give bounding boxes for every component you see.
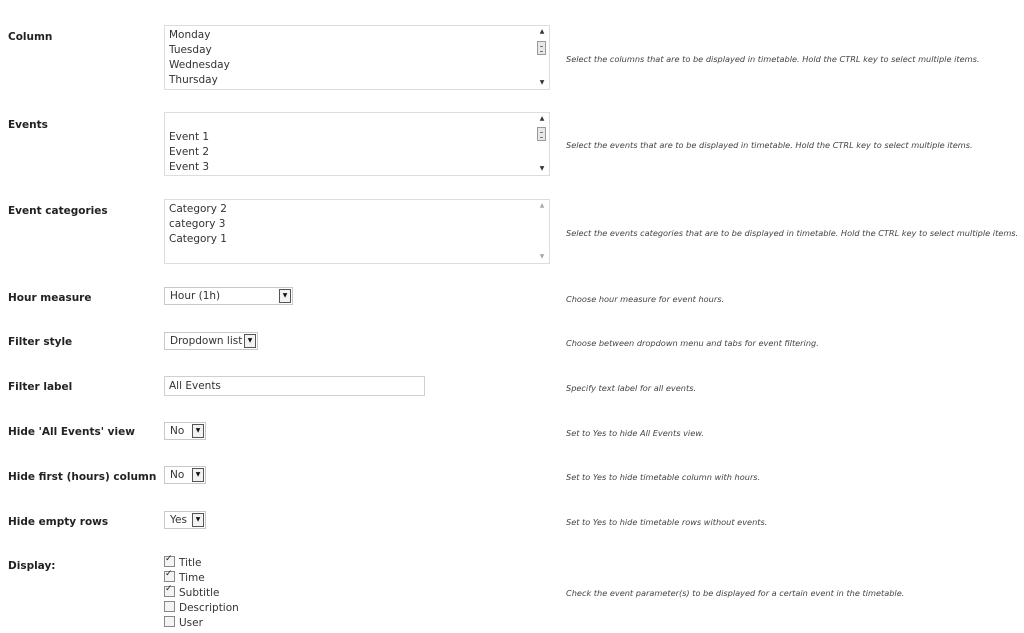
event-categories-scrollbar[interactable] xyxy=(534,200,549,263)
events-scrollbar[interactable] xyxy=(534,113,549,175)
column-option[interactable]: Monday xyxy=(169,29,211,41)
scroll-down-icon[interactable]: ▼ xyxy=(539,165,545,172)
display-option-label: Subtitle xyxy=(179,587,220,599)
checkbox-checked-icon[interactable] xyxy=(164,556,175,567)
events-listbox[interactable] xyxy=(164,112,550,176)
event-categories-description: Select the events categories that are to be displayed in timetable. Hold the CTRL key to select multiple items. xyxy=(566,228,1019,238)
scroll-down-icon[interactable]: ▼ xyxy=(539,253,545,260)
hide-first-column-value: No xyxy=(170,469,185,481)
filter-style-label: Filter style xyxy=(8,336,73,348)
display-option-label: Description xyxy=(179,602,239,614)
chevron-down-icon[interactable]: ▼ xyxy=(279,289,291,303)
filter-label-input[interactable]: All Events xyxy=(164,376,425,396)
events-option[interactable]: Event 1 xyxy=(169,131,210,143)
hide-first-column-select[interactable] xyxy=(164,466,206,484)
scroll-up-icon[interactable]: ▲ xyxy=(539,115,545,122)
event-categories-listbox[interactable] xyxy=(164,199,550,264)
scroll-thumb[interactable] xyxy=(537,41,546,55)
hour-measure-value: Hour (1h) xyxy=(170,290,221,302)
hide-empty-rows-label: Hide empty rows xyxy=(8,516,109,528)
filter-style-select[interactable] xyxy=(164,332,258,350)
hour-measure-label: Hour measure xyxy=(8,292,92,304)
filter-label-label: Filter label xyxy=(8,381,73,393)
column-listbox[interactable] xyxy=(164,25,550,90)
display-option-label: Time xyxy=(179,572,205,584)
event-categories-label: Event categories xyxy=(8,205,108,217)
display-option-label: User xyxy=(179,617,203,629)
display-option-subtitle[interactable] xyxy=(164,586,220,601)
filter-label-description: Specify text label for all events. xyxy=(566,383,697,393)
column-scrollbar[interactable] xyxy=(534,26,549,89)
display-option-user[interactable] xyxy=(164,616,203,631)
chevron-down-icon[interactable]: ▼ xyxy=(192,513,204,527)
column-option[interactable]: Tuesday xyxy=(169,44,212,56)
column-option[interactable]: Thursday xyxy=(169,74,218,86)
checkbox-unchecked-icon[interactable] xyxy=(164,616,175,627)
hide-empty-rows-select[interactable] xyxy=(164,511,206,529)
checkbox-checked-icon[interactable] xyxy=(164,571,175,582)
scroll-up-icon[interactable]: ▲ xyxy=(539,28,545,35)
display-label: Display: xyxy=(8,560,56,572)
chevron-down-icon[interactable]: ▼ xyxy=(192,424,204,438)
display-description: Check the event parameter(s) to be displayed for a certain event in the timetable. xyxy=(566,588,905,598)
events-label: Events xyxy=(8,119,48,131)
category-option[interactable]: Category 2 xyxy=(169,203,227,215)
events-option[interactable]: Event 2 xyxy=(169,146,210,158)
hide-all-events-label: Hide 'All Events' view xyxy=(8,426,135,438)
hour-measure-description: Choose hour measure for event hours. xyxy=(566,294,725,304)
filter-style-value: Dropdown list xyxy=(170,335,243,347)
hide-empty-rows-value: Yes xyxy=(170,514,187,526)
column-option[interactable]: Wednesday xyxy=(169,59,230,71)
scroll-thumb[interactable] xyxy=(537,127,546,141)
hide-all-events-value: No xyxy=(170,425,185,437)
hide-first-column-label: Hide first (hours) column xyxy=(8,471,157,483)
hide-empty-rows-description: Set to Yes to hide timetable rows without events. xyxy=(566,517,768,527)
chevron-down-icon[interactable]: ▼ xyxy=(244,334,256,348)
events-option[interactable]: Event 3 xyxy=(169,161,210,173)
scroll-down-icon[interactable]: ▼ xyxy=(539,79,545,86)
display-option-label: Title xyxy=(179,557,202,569)
category-option[interactable]: category 3 xyxy=(169,218,226,230)
hide-all-events-select[interactable] xyxy=(164,422,206,440)
hide-all-events-description: Set to Yes to hide All Events view. xyxy=(566,428,705,438)
checkbox-checked-icon[interactable] xyxy=(164,586,175,597)
checkbox-unchecked-icon[interactable] xyxy=(164,601,175,612)
category-option[interactable]: Category 1 xyxy=(169,233,227,245)
hour-measure-select[interactable] xyxy=(164,287,293,305)
events-description: Select the events that are to be displayed in timetable. Hold the CTRL key to select multiple items. xyxy=(566,140,973,150)
column-description: Select the columns that are to be displayed in timetable. Hold the CTRL key to select multiple items. xyxy=(566,54,980,64)
filter-style-description: Choose between dropdown menu and tabs for event filtering. xyxy=(566,338,819,348)
chevron-down-icon[interactable]: ▼ xyxy=(192,468,204,482)
display-option-description[interactable] xyxy=(164,601,239,616)
hide-first-column-description: Set to Yes to hide timetable column with hours. xyxy=(566,472,761,482)
column-label: Column xyxy=(8,31,53,43)
scroll-up-icon[interactable]: ▲ xyxy=(539,202,545,209)
